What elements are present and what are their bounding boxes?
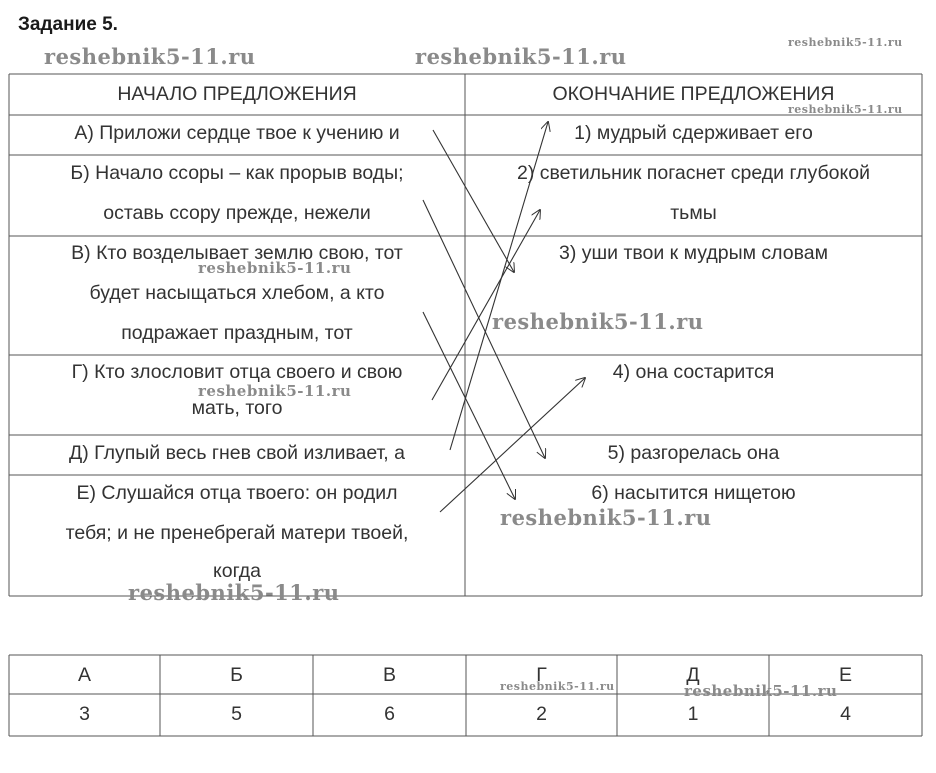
sentence-start-b: Б) Начало ссоры – как прорыв воды; оставь ссору прежде, нежели: [70, 162, 404, 224]
watermark: reshebnik5-11.ru: [788, 103, 903, 116]
answer-value-a: 3: [79, 703, 90, 725]
task-title: Задание 5.: [18, 14, 118, 35]
sentence-end-3: 3) уши твои к мудрым словам: [558, 242, 828, 264]
arrow-c-to-6: [423, 312, 515, 499]
answer-letter-a: А: [77, 664, 91, 686]
answer-value-f: 4: [840, 703, 851, 725]
answer-value-e: 1: [687, 703, 699, 725]
answer-value-c: 6: [384, 703, 395, 725]
watermark: reshebnik5-11.ru: [684, 682, 838, 700]
sentence-end-5: 5) разгорелась она: [607, 442, 780, 464]
sentence-start-a: А) Приложи сердце твое к учению и: [74, 122, 400, 144]
watermark: reshebnik5-11.ru: [128, 580, 340, 605]
arrow-e-to-1: [450, 122, 548, 450]
answer-letter-b: Б: [230, 664, 243, 686]
watermark: reshebnik5-11.ru: [415, 44, 627, 69]
sentence-end-6: 6) насытится нищетою: [591, 482, 796, 504]
arrow-a-to-3: [433, 130, 514, 272]
answer-letter-e: Д: [686, 664, 700, 686]
sentence-start-f: Е) Слушайся отца твоего: он родил тебя; и не пренебрегай матери твоей, когда: [65, 482, 409, 582]
sentence-start-c: В) Кто возделывает землю свою, тот будет насыщаться хлебом, а кто подражает праздным, тот: [71, 242, 403, 344]
sentence-end-2: 2) светильник погаснет среди глубокой тьмы: [516, 162, 871, 224]
watermark: reshebnik5-11.ru: [198, 382, 352, 400]
watermark: reshebnik5-11.ru: [44, 44, 256, 69]
header-ending: ОКОНЧАНИЕ ПРЕДЛОЖЕНИЯ: [552, 83, 835, 105]
answer-letter-d: Г: [536, 664, 547, 686]
watermark: reshebnik5-11.ru: [198, 259, 352, 277]
watermark: reshebnik5-11.ru: [492, 309, 704, 334]
sentence-end-4: 4) она состарится: [612, 361, 775, 383]
sentence-start-e: Д) Глупый весь гнев свой изливает, а: [69, 442, 405, 464]
sentence-start-d: Г) Кто злословит отца своего и свою мать, того: [71, 361, 403, 419]
watermark: reshebnik5-11.ru: [788, 36, 903, 49]
watermark: reshebnik5-11.ru: [500, 680, 615, 693]
sentence-end-1: 1) мудрый сдерживает его: [574, 122, 813, 144]
answer-letter-f: Е: [838, 664, 852, 686]
arrow-f-to-4: [440, 378, 585, 512]
watermark: reshebnik5-11.ru: [500, 505, 712, 530]
header-beginning: НАЧАЛО ПРЕДЛОЖЕНИЯ: [117, 83, 357, 105]
arrow-d-to-2: [432, 210, 540, 400]
answer-value-b: 5: [231, 703, 242, 725]
answer-letter-c: В: [382, 664, 396, 686]
answer-value-d: 2: [536, 703, 547, 725]
